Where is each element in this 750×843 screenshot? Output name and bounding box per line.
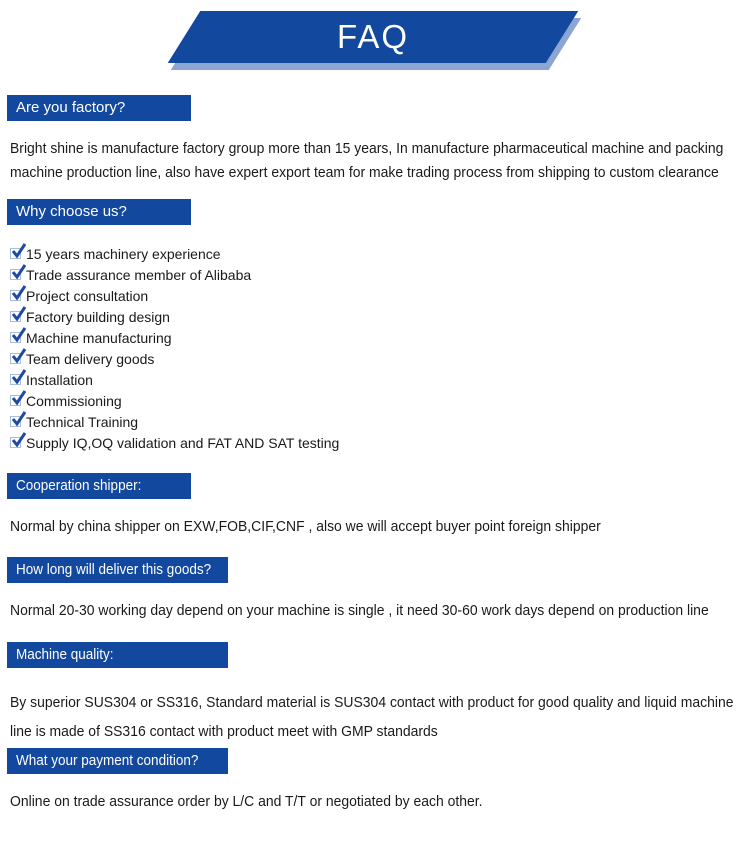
paragraph-line: machine production line, also have expert export team for make trading process from shipping to custom clearance (10, 164, 719, 181)
paragraph-quality (10, 688, 750, 746)
paragraph-delivery (10, 601, 750, 621)
header-are-you-factory (7, 95, 191, 121)
checkbox-checked-icon (10, 290, 21, 301)
checklist-item-label: Project consultation (26, 287, 149, 304)
why-choose-us-checklist (10, 243, 750, 453)
paragraph-payment (10, 792, 750, 812)
checkbox-checked-icon (10, 437, 21, 448)
paragraph-line: Normal by china shipper on EXW,FOB,CIF,CNF , also we will accept buyer point foreign shipper (10, 518, 601, 535)
faq-banner (0, 0, 750, 81)
header-label: Machine quality: (16, 646, 114, 663)
checklist-item (10, 390, 750, 411)
checklist-item-label: Technical Training (26, 413, 139, 430)
checklist-item-label: Installation (26, 371, 93, 388)
paragraph-line: line is made of SS316 contact with product meet with GMP standards (10, 723, 438, 740)
header-label: Why choose us? (16, 203, 127, 220)
checkbox-checked-icon (10, 416, 21, 427)
faq-banner-title: FAQ (336, 18, 410, 55)
checklist-item (10, 285, 750, 306)
paragraph-factory (10, 137, 750, 185)
checklist-item-label: Team delivery goods (26, 350, 155, 367)
checklist-item (10, 306, 750, 327)
checklist-item (10, 327, 750, 348)
header-label: Are you factory? (16, 99, 126, 116)
checkbox-checked-icon (10, 248, 21, 259)
header-machine-quality (7, 642, 228, 668)
header-delivery-time (7, 557, 228, 583)
paragraph-line: Online on trade assurance order by L/C and T/T or negotiated by each other. (10, 793, 483, 810)
header-payment-condition (7, 748, 228, 774)
checklist-item (10, 243, 750, 264)
checklist-item-label: Supply IQ,OQ validation and FAT AND SAT testing (26, 434, 340, 451)
checkbox-checked-icon (10, 269, 21, 280)
header-why-choose-us (7, 199, 191, 225)
checklist-item-label: 15 years machinery experience (26, 245, 221, 262)
checkbox-checked-icon (10, 332, 21, 343)
checkbox-checked-icon (10, 374, 21, 385)
paragraph-shipper (10, 517, 750, 537)
paragraph-line: Bright shine is manufacture factory group more than 15 years, In manufacture pharmaceutical machine and packing (10, 140, 724, 157)
paragraph-line: Normal 20-30 working day depend on your machine is single , it need 30-60 work days depend on production line (10, 602, 709, 619)
checklist-item (10, 411, 750, 432)
checklist-item-label: Trade assurance member of Alibaba (26, 266, 252, 283)
checkbox-checked-icon (10, 395, 21, 406)
header-label: How long will deliver this goods? (16, 561, 212, 578)
header-label: Cooperation shipper: (16, 477, 142, 494)
paragraph-line: By superior SUS304 or SS316, Standard material is SUS304 contact with product for good quality and liquid machine (10, 694, 734, 711)
checklist-item (10, 369, 750, 390)
checklist-item (10, 264, 750, 285)
checklist-item-label: Machine manufacturing (26, 329, 172, 346)
checklist-item-label: Factory building design (26, 308, 170, 325)
header-cooperation-shipper (7, 473, 191, 499)
checklist-item (10, 348, 750, 369)
checkbox-checked-icon (10, 353, 21, 364)
checkbox-checked-icon (10, 311, 21, 322)
checklist-item-label: Commissioning (26, 392, 122, 409)
header-label: What your payment condition? (16, 752, 199, 769)
checklist-item (10, 432, 750, 453)
